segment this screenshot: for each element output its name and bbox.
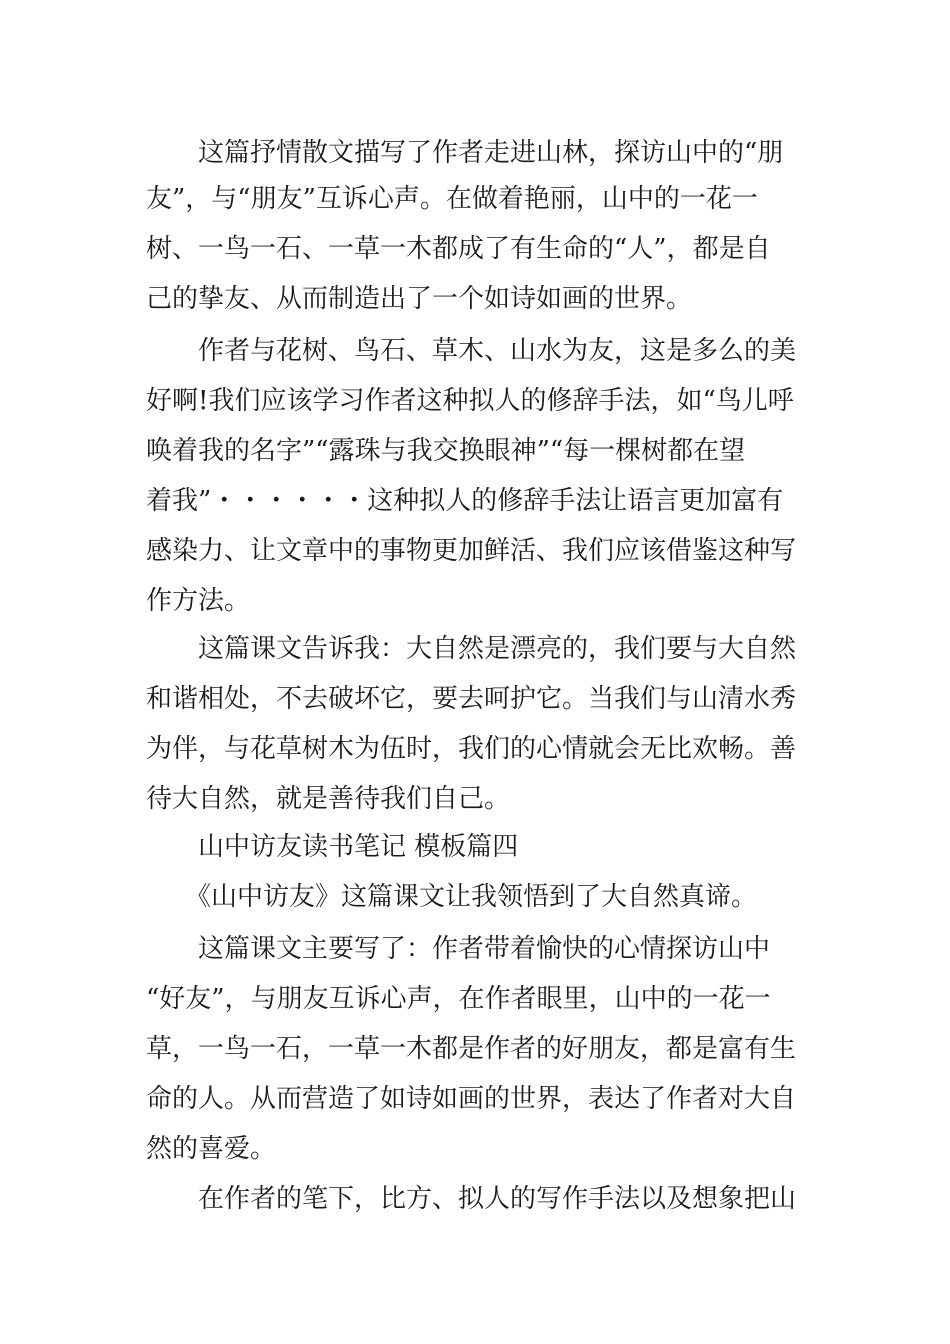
text-line: 这篇抒情散文描写了作者走进山林，探访山中的“朋 (146, 138, 784, 168)
text-line: 待大自然，就是善待我们自己。 (146, 784, 511, 814)
text-line: 在作者的笔下，比方、拟人的写作手法以及想象把山 (146, 1184, 797, 1214)
text-line: 作方法。 (146, 586, 251, 616)
text-line: 作者与花树、鸟石、草木、山水为友，这是多么的美 (146, 336, 797, 366)
text-line: 为伴，与花草树木为伍时，我们的心情就会无比欢畅。善 (146, 734, 797, 764)
text-line: 好啊!我们应该学习作者这种拟人的修辞手法，如“鸟儿呼 (146, 386, 794, 416)
text-line: 命的人。从而营造了如诗如画的世界，表达了作者对大自 (146, 1084, 797, 1114)
text-line: 这篇课文主要写了：作者带着愉快的心情探访山中 (146, 934, 771, 964)
text-line: 《山中访友》这篇课文让我领悟到了大自然真谛。 (146, 882, 758, 912)
text-line: 然的喜爱。 (146, 1134, 277, 1164)
text-line: 唤着我的名字”“露珠与我交换眼神”“每一棵树都在望 (146, 436, 746, 466)
text-line: 这篇课文告诉我：大自然是漂亮的，我们要与大自然 (146, 634, 797, 664)
text-line: 和谐相处，不去破坏它，要去呵护它。当我们与山清水秀 (146, 684, 797, 714)
text-line: 己的挚友、从而制造出了一个如诗如画的世界。 (146, 284, 693, 314)
text-line: 山中访友读书笔记 模板篇四 (146, 832, 519, 862)
text-line: 友”，与“朋友”互诉心声。在做着艳丽，山中的一花一 (146, 184, 758, 214)
text-line: 草，一鸟一石，一草一木都是作者的好朋友，都是富有生 (146, 1034, 797, 1064)
text-line: 着我”・・・・・・这种拟人的修辞手法让语言更加富有 (146, 486, 784, 516)
text-line: “好友”，与朋友互诉心声，在作者眼里，山中的一花一 (146, 984, 771, 1014)
text-line: 感染力、让文章中的事物更加鲜活、我们应该借鉴这种写 (146, 536, 797, 566)
text-line: 树、一鸟一石、一草一木都成了有生命的“人”，都是自 (146, 234, 771, 264)
